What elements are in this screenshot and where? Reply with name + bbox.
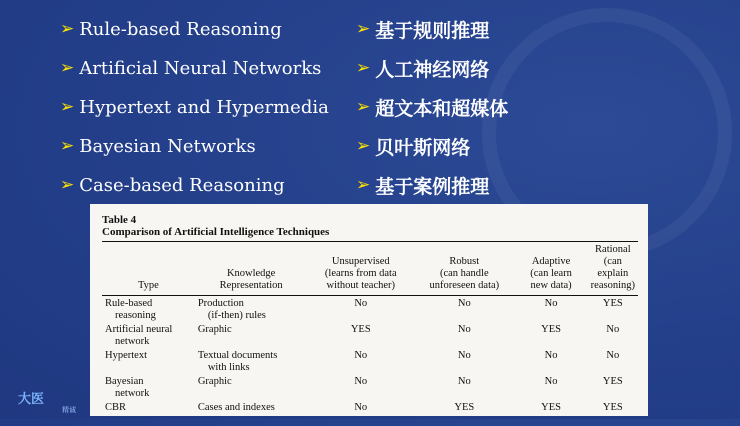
arrow-bullet-icon: ➢	[60, 18, 75, 39]
bullet-text: 基于规则推理	[375, 19, 490, 42]
bullet-text: Case-based Reasoning	[79, 174, 285, 196]
bullet-zh-4	[356, 131, 470, 161]
bullet-text: Bayesian Networks	[79, 135, 256, 157]
bullet-en-5	[60, 170, 285, 200]
arrow-bullet-icon: ➢	[356, 18, 371, 39]
header-robust: Robust (can handle unforeseen data)	[429, 256, 500, 291]
bullet-text: Rule-based Reasoning	[79, 18, 282, 40]
bullet-list	[0, 14, 740, 204]
bullet-zh-2	[356, 53, 489, 83]
bullet-text: Artificial Neural Networks	[79, 57, 322, 79]
arrow-bullet-icon: ➢	[356, 96, 371, 117]
university-logo-subtitle: 精诚	[62, 406, 76, 414]
bullet-text: 超文本和超媒体	[375, 97, 509, 120]
table-label: Table 4	[102, 214, 137, 226]
header-adaptive: Adaptive (can learn new data)	[530, 256, 572, 291]
bullet-text: 人工神经网络	[375, 58, 490, 81]
bullet-zh-5	[356, 170, 489, 200]
bullet-text: 贝叶斯网络	[375, 136, 471, 159]
comparison-table	[102, 242, 638, 426]
arrow-bullet-icon: ➢	[60, 96, 75, 117]
arrow-bullet-icon: ➢	[60, 135, 75, 156]
table-title: Comparison of Artificial Intelligence Techniques	[102, 226, 330, 238]
table-header-row	[102, 242, 638, 295]
table-row: Rule-based reasoning Production (if-then) rules No No No YES	[105, 298, 623, 321]
arrow-bullet-icon: ➢	[60, 174, 75, 195]
bullet-en-3	[60, 92, 329, 122]
bullet-text: 基于案例推理	[375, 175, 490, 198]
arrow-bullet-icon: ➢	[356, 57, 371, 78]
comparison-table-card	[90, 204, 648, 416]
header-unsupervised: Unsupervised (learns from data without teacher)	[324, 256, 397, 291]
header-rational: Rational (can explain reasoning)	[590, 244, 635, 291]
university-logo: 大医	[18, 392, 45, 407]
table-row: CBR Cases and indexes No YES YES YES	[105, 402, 623, 413]
table-row: Bayesian network Graphic No No No YES	[105, 376, 623, 399]
header-type: Type	[138, 280, 159, 291]
arrow-bullet-icon: ➢	[356, 135, 371, 156]
table-row: Artificial neural network Graphic YES No YES No	[105, 324, 620, 347]
bullet-text: Hypertext and Hypermedia	[79, 96, 329, 118]
header-knowledge: Knowledge Representation	[219, 268, 283, 291]
bullet-zh-1	[356, 14, 489, 44]
arrow-bullet-icon: ➢	[356, 174, 371, 195]
bullet-en-1	[60, 14, 282, 44]
bullet-en-4	[60, 131, 256, 161]
bullet-en-2	[60, 53, 321, 83]
bullet-zh-3	[356, 92, 508, 122]
arrow-bullet-icon: ➢	[60, 57, 75, 78]
table-row: Hypertext Textual documents with links No No No No	[105, 350, 620, 373]
